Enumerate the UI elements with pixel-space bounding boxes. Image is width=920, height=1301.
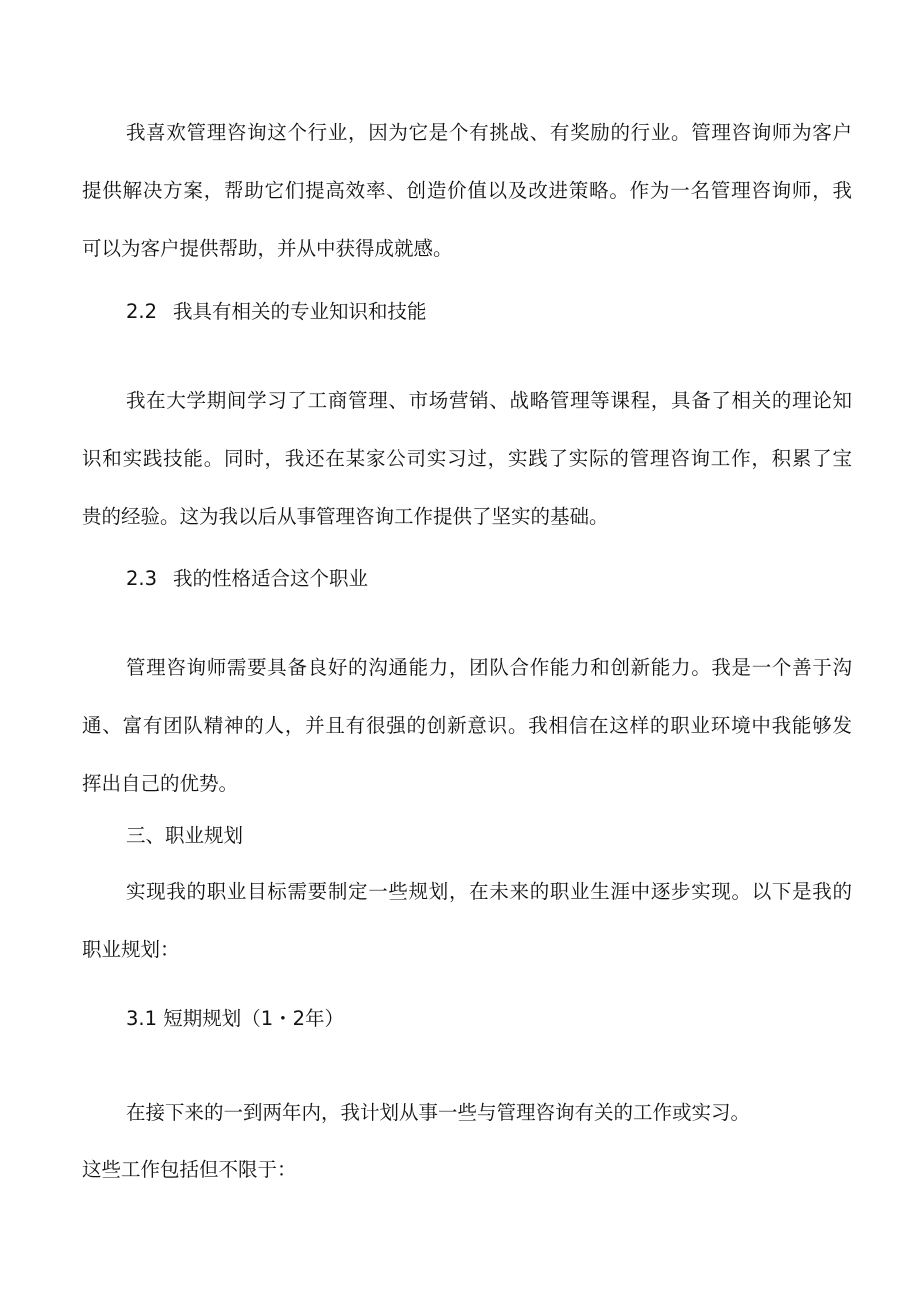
paragraph [82, 863, 852, 979]
section-title: 我具有相关的专业知识和技能 [173, 300, 427, 323]
section-number: 2.3 [126, 567, 158, 590]
paragraph-line: 通、富有团队精神的人，并且有很强的创新意识。我相信在这样的职业环境中我能够发 [82, 714, 852, 737]
paragraph [82, 104, 852, 278]
paragraph [82, 372, 852, 546]
paragraph-line-text: 在接下来的一到两年内，我计划从事一些与管理咨询有关的工作或实习。 [126, 1101, 751, 1124]
section-heading [126, 297, 427, 327]
paragraph-line [82, 1141, 297, 1199]
paragraph-line: 实现我的职业目标需要制定一些规划，在未来的职业生涯中逐步实现。以下是我的 [126, 880, 852, 903]
paragraph-line: 我喜欢管理咨询这个行业，因为它是个有挑战、有奖励的行业。管理咨询师为客户 [126, 121, 852, 144]
paragraph-line-text: 这些工作包括但不限于： [82, 1158, 297, 1181]
paragraph-line: 管理咨询师需要具备良好的沟通能力，团队合作能力和创新能力。我是一个善于沟 [126, 656, 852, 679]
paragraph-line: 提供解决方案，帮助它们提高效率、创造价值以及改进策略。作为一名管理咨询师，我 [82, 179, 852, 202]
section-number: 2.2 [126, 300, 158, 323]
chapter-heading [126, 821, 243, 851]
paragraph-line: 职业规划： [82, 938, 180, 961]
section-heading [126, 564, 368, 594]
section-title: 3.1 短期规划（1・2年） [126, 1007, 345, 1030]
paragraph-line: 可以为客户提供帮助，并从中获得成就感。 [82, 237, 453, 260]
section-heading [126, 1004, 344, 1034]
paragraph-line [126, 1084, 750, 1142]
paragraph [82, 639, 852, 813]
paragraph-line: 我在大学期间学习了工商管理、市场营销、战略管理等课程，具备了相关的理论知 [126, 389, 852, 412]
chapter-title: 三、职业规划 [126, 824, 244, 847]
paragraph-line: 贵的经验。这为我以后从事管理咨询工作提供了坚实的基础。 [82, 505, 609, 528]
section-title: 我的性格适合这个职业 [173, 567, 369, 590]
paragraph-line: 识和实践技能。同时，我还在某家公司实习过，实践了实际的管理咨询工作，积累了宝 [82, 447, 852, 470]
paragraph-line: 挥出自己的优势。 [82, 772, 239, 795]
